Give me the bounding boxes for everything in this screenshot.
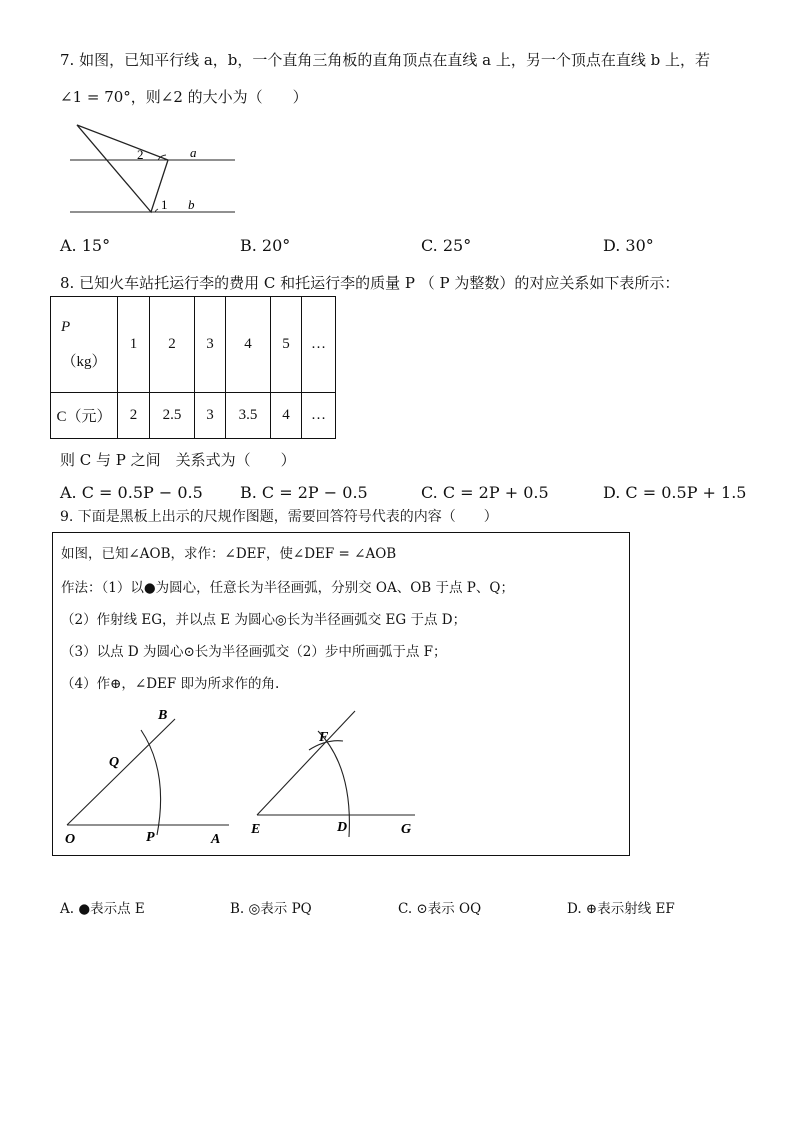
table-cell: …	[302, 297, 336, 393]
q8-option-c[interactable]: C. C = 2P + 0.5	[421, 483, 549, 502]
p-unit-label: （kg）	[61, 353, 107, 370]
q8-stem: 8. 已知火车站托运行李的费用 C 和托运行李的质量 P （ P 为整数）的对应关系如下表所示：	[60, 274, 680, 292]
table-cell: …	[302, 393, 336, 439]
table-cell: 1	[118, 297, 150, 393]
table-cell: 4	[226, 297, 271, 393]
q7-stem-line1: 7. 如图，已知平行线 a，b，一个直角三角板的直角顶点在直线 a 上，另一个顶点在直线 b 上，若	[60, 51, 711, 69]
q8-table	[50, 296, 336, 439]
label-G: G	[401, 822, 412, 837]
board-line-1: 如图，已知∠AOB，求作：∠DEF，使∠DEF = ∠AOB	[61, 546, 397, 562]
q9-option-b[interactable]: B. ◎表示 PQ	[230, 901, 312, 917]
q7-option-c[interactable]: C. 25°	[421, 236, 472, 255]
angle-1-label: 1	[161, 197, 168, 212]
set-square-triangle	[77, 125, 168, 212]
q8-option-a[interactable]: A. C = 0.5P − 0.5	[60, 483, 203, 502]
label-Q: Q	[109, 755, 120, 770]
p-label: P	[61, 318, 71, 335]
arc-pq	[141, 730, 161, 835]
line-b-label: b	[188, 197, 195, 212]
q7-stem-line2: ∠1 = 70°，则∠2 的大小为（ ）	[60, 88, 308, 106]
table-cell: 3	[195, 297, 226, 393]
q8-question: 则 C 与 P 之间 关系式为（ ）	[60, 451, 296, 469]
q9-figures	[53, 697, 628, 857]
label-P: P	[146, 830, 155, 845]
q8-option-b[interactable]: B. C = 2P − 0.5	[240, 483, 368, 502]
label-O: O	[65, 832, 76, 847]
board-line-2: 作法：（1）以●为圆心，任意长为半径画弧，分别交 OA、OB 于点 P、Q；	[61, 580, 514, 596]
q9-option-c[interactable]: C. ⊙表示 OQ	[398, 901, 482, 917]
label-E: E	[251, 822, 261, 837]
angle-2-label: 2	[137, 147, 144, 162]
board-line-5: （4）作⊕，∠DEF 即为所求作的角.	[61, 676, 280, 692]
table-cell: 2	[118, 393, 150, 439]
c-header-cell: C（元）	[51, 393, 118, 439]
q9-option-d[interactable]: D. ⊕表示射线 EF	[567, 901, 675, 917]
table-cell: 2	[150, 297, 195, 393]
q7-option-a[interactable]: A. 15°	[60, 236, 111, 255]
q7-option-d[interactable]: D. 30°	[603, 236, 654, 255]
ray-ob	[67, 719, 175, 825]
table-cell: 3.5	[226, 393, 271, 439]
label-D: D	[337, 820, 348, 835]
p-header-cell	[51, 297, 118, 393]
label-F: F	[319, 730, 329, 745]
board-line-3: （2）作射线 EG，并以点 E 为圆心◎长为半径画弧交 EG 于点 D；	[61, 612, 467, 628]
table-cell: 2.5	[150, 393, 195, 439]
table-cell: 4	[271, 393, 302, 439]
q7-option-b[interactable]: B. 20°	[240, 236, 291, 255]
q9-option-a[interactable]: A. ●表示点 E	[60, 901, 145, 917]
board-line-4: （3）以点 D 为圆心⊙长为半径画弧交（2）步中所画弧于点 F；	[61, 644, 447, 660]
table-cell: 3	[195, 393, 226, 439]
q7-figure	[60, 120, 260, 220]
label-A: A	[211, 832, 221, 847]
table-row	[51, 393, 336, 439]
q9-blackboard-box	[52, 532, 630, 856]
line-a-label: a	[190, 145, 197, 160]
table-cell: 5	[271, 297, 302, 393]
table-row	[51, 297, 336, 393]
label-B: B	[158, 708, 168, 723]
ray-ef	[257, 711, 355, 815]
q8-option-d[interactable]: D. C = 0.5P + 1.5	[603, 483, 747, 502]
q9-stem: 9. 下面是黑板上出示的尺规作图题，需要回答符号代表的内容（ ）	[60, 509, 498, 525]
